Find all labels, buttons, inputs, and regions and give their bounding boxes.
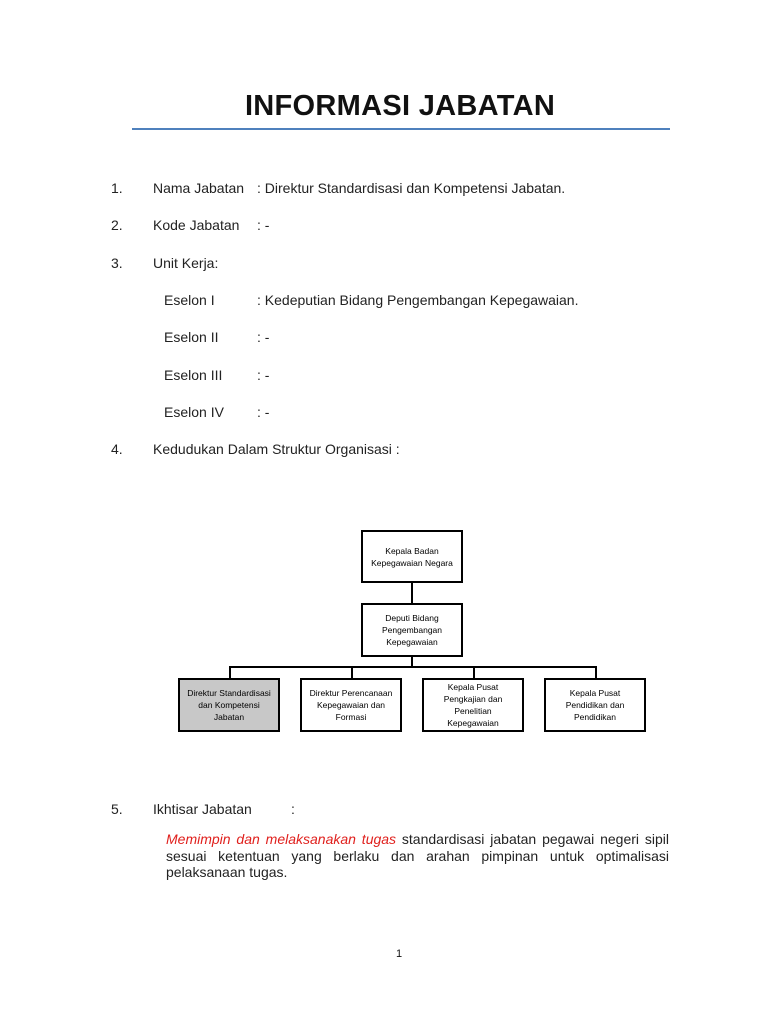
eselon-2-value: : - bbox=[257, 329, 270, 345]
org-child-3-line-1: Kepala Pusat bbox=[447, 682, 499, 692]
item-3-label: Unit Kerja: bbox=[153, 255, 219, 271]
eselon-1-value: : Kedeputian Bidang Pengembangan Kepegawaian. bbox=[257, 292, 579, 308]
eselon-3-value: : - bbox=[257, 367, 270, 383]
page-title: INFORMASI JABATAN bbox=[244, 90, 556, 122]
org-child-1-line-3: Jabatan bbox=[213, 712, 245, 722]
eselon-2-label: Eselon II bbox=[164, 329, 219, 345]
title-underline bbox=[132, 128, 670, 130]
item-3-number: 3. bbox=[111, 255, 123, 271]
eselon-1-label: Eselon I bbox=[164, 292, 215, 308]
org-child-3-line-4: Kepegawaian bbox=[447, 718, 499, 728]
item-5-colon: : bbox=[291, 801, 295, 817]
org-root-line-1: Kepala Badan bbox=[385, 545, 439, 556]
item-5-label: Ikhtisar Jabatan bbox=[153, 801, 252, 817]
org-child-3-line-3: Penelitian bbox=[454, 706, 492, 716]
eselon-4-label: Eselon IV bbox=[164, 404, 224, 420]
org-child-4-line-1: Kepala Pusat bbox=[569, 688, 621, 698]
item-2-value: : - bbox=[257, 217, 270, 233]
org-box-root bbox=[361, 530, 463, 583]
item-2-label: Kode Jabatan bbox=[153, 217, 240, 233]
org-child-3-line-2: Pengkajian dan bbox=[443, 694, 503, 704]
page-number: 1 bbox=[396, 948, 403, 960]
item-2-number: 2. bbox=[111, 217, 123, 233]
org-box-direktur-perencanaan bbox=[300, 678, 402, 732]
org-child-2-line-3: Formasi bbox=[335, 712, 367, 722]
summary-emphasis: Memimpin dan melaksanakan tugas bbox=[166, 831, 397, 847]
item-1-number: 1. bbox=[111, 180, 123, 196]
org-child-4-line-2: Pendidikan dan bbox=[565, 700, 625, 710]
item-5-number: 5. bbox=[111, 801, 123, 817]
org-box-direktur-standardisasi bbox=[178, 678, 280, 732]
org-deputy-line-3: Kepegawaian bbox=[386, 637, 438, 647]
connector-root-deputy bbox=[411, 582, 413, 604]
org-child-2-line-2: Kepegawaian dan bbox=[316, 700, 386, 710]
eselon-3-label: Eselon III bbox=[164, 367, 223, 383]
summary-text: standardisasi jabatan pegawai negeri sipil sesuai ketentuan yang berlaku dan arahan pimpinan untuk optimalisasi pelaksanaan tugas. bbox=[166, 831, 669, 880]
item-1-value: : Direktur Standardisasi dan Kompetensi Jabatan. bbox=[257, 180, 566, 196]
connector-bus bbox=[229, 666, 597, 668]
org-child-1-line-2: dan Kompetensi bbox=[198, 700, 260, 710]
org-child-1-line-1: Direktur Standardisasi bbox=[187, 688, 271, 698]
org-box-pusat-pendidikan bbox=[544, 678, 646, 732]
org-box-deputy bbox=[361, 603, 463, 657]
org-child-4-line-3: Pendidikan bbox=[573, 712, 617, 722]
item-4-number: 4. bbox=[111, 441, 123, 457]
summary-paragraph bbox=[166, 831, 669, 881]
org-deputy-line-1: Deputi Bidang bbox=[385, 613, 439, 623]
eselon-4-value: : - bbox=[257, 404, 270, 420]
org-root-line-2: Kepegawaian Negara bbox=[371, 557, 453, 568]
org-deputy-line-2: Pengembangan bbox=[381, 625, 443, 635]
item-1-label: Nama Jabatan bbox=[153, 180, 245, 196]
org-child-2-line-1: Direktur Perencanaan bbox=[309, 688, 393, 698]
org-box-pusat-pengkajian bbox=[422, 678, 524, 732]
item-4-label: Kedudukan Dalam Struktur Organisasi : bbox=[153, 441, 400, 457]
